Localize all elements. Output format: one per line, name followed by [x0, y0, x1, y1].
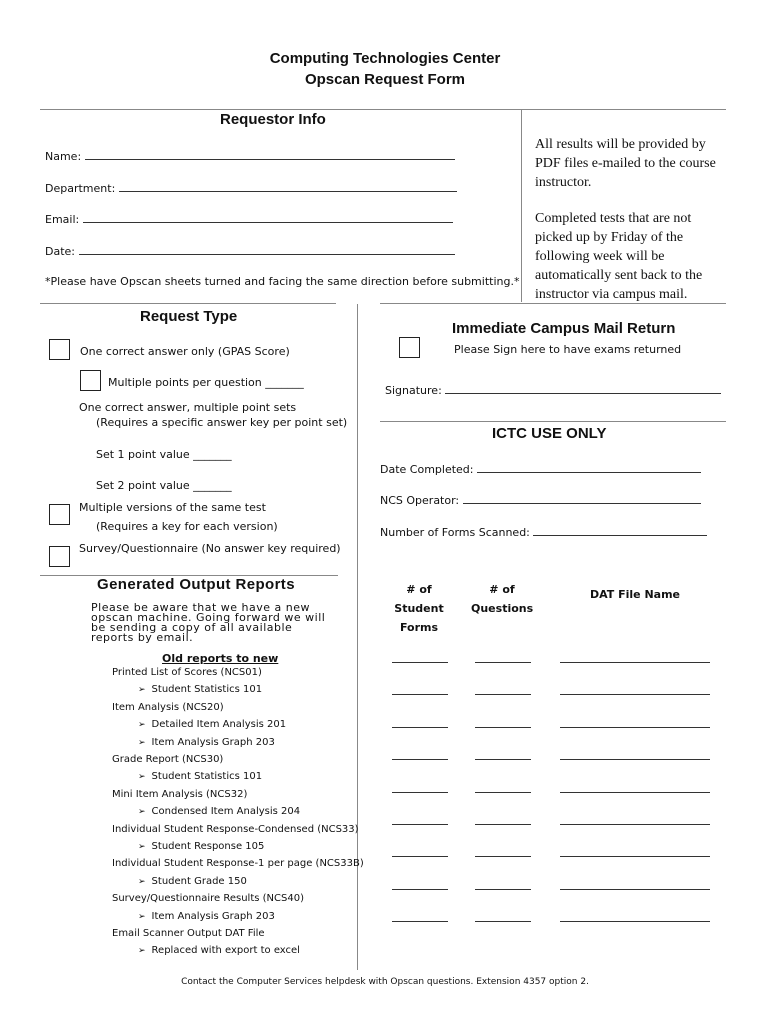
report-text: Individual Student Response-Condensed (NCS33)	[112, 823, 359, 835]
versions-note: (Requires a key for each version)	[96, 520, 278, 533]
arrow-bullet-icon: ➢	[138, 807, 146, 818]
requestor-heading: Requestor Info	[220, 111, 326, 128]
request-type-heading: Request Type	[140, 308, 238, 325]
multi-sets-note: (Requires a specific answer key per point set)	[96, 416, 348, 429]
department-line[interactable]	[119, 182, 457, 192]
date-completed-label: Date Completed:	[380, 463, 474, 476]
ncs-operator-line[interactable]	[463, 494, 701, 504]
arrow-bullet-icon: ➢	[138, 720, 146, 731]
col-dat-file-name: DAT File Name	[589, 588, 681, 601]
report-text: Individual Student Response-1 per page (NCS33B)	[112, 858, 364, 870]
row-dat-file-blank[interactable]	[560, 823, 710, 825]
report-item	[112, 858, 364, 869]
signature-field[interactable]	[385, 384, 721, 397]
report-text: Detailed Item Analysis 201	[151, 719, 287, 731]
row-questions-blank[interactable]	[475, 758, 531, 760]
row-questions-blank[interactable]	[475, 823, 531, 825]
report-text: Printed List of Scores (NCS01)	[112, 667, 262, 678]
row-dat-file-blank[interactable]	[560, 888, 710, 890]
report-text: Item Analysis Graph 203	[151, 910, 275, 922]
survey-label: Survey/Questionnaire (No answer key required)	[79, 542, 341, 555]
row-questions-blank[interactable]	[475, 661, 531, 663]
request-divider-left	[40, 303, 336, 304]
report-text: Item Analysis Graph 203	[151, 736, 275, 748]
versions-checkbox[interactable]	[49, 504, 70, 525]
report-subitem	[138, 911, 275, 922]
form-title-line2: Opscan Request Form	[304, 71, 466, 88]
report-subitem	[138, 737, 275, 748]
report-subitem	[138, 876, 247, 887]
row-student-forms-blank[interactable]	[392, 823, 448, 825]
report-subitem	[138, 806, 300, 817]
old-to-new-heading: Old reports to new	[162, 652, 279, 665]
row-student-forms-blank[interactable]	[392, 758, 448, 760]
row-questions-blank[interactable]	[475, 888, 531, 890]
header-divider	[40, 109, 726, 110]
row-questions-blank[interactable]	[475, 855, 531, 857]
output-notice: Please be aware that we have a new opscan machine. Going forward we will be sending a copy of all available reports by email.	[91, 601, 326, 644]
arrow-bullet-icon: ➢	[138, 946, 146, 957]
row-dat-file-blank[interactable]	[560, 758, 710, 760]
arrow-bullet-icon: ➢	[138, 876, 146, 887]
output-heading: Generated Output Reports	[97, 576, 295, 593]
sidebar-divider	[521, 110, 522, 302]
report-item	[112, 893, 304, 904]
row-student-forms-blank[interactable]	[392, 791, 448, 793]
set1-value: Set 1 point value _______	[96, 448, 232, 461]
row-questions-blank[interactable]	[475, 726, 531, 728]
col-student-forms: # of Student Forms	[394, 583, 444, 634]
report-item	[112, 667, 262, 678]
report-text: Replaced with export to excel	[151, 945, 300, 957]
email-line[interactable]	[83, 213, 453, 223]
report-subitem	[138, 945, 300, 956]
department-label: Department:	[45, 182, 116, 195]
forms-scanned-line[interactable]	[533, 526, 707, 536]
campus-mail-note: Please Sign here to have exams returned	[454, 343, 682, 356]
report-text: Student Grade 150	[151, 875, 247, 887]
report-text: Grade Report (NCS30)	[112, 754, 224, 765]
request-divider-right	[380, 303, 726, 304]
arrow-bullet-icon: ➢	[138, 842, 146, 852]
report-subitem	[138, 684, 262, 695]
results-note: All results will be provided by PDF files e-mailed to the course instructor.	[535, 137, 716, 190]
signature-label: Signature:	[385, 384, 442, 397]
row-questions-blank[interactable]	[475, 791, 531, 793]
arrow-bullet-icon: ➢	[138, 685, 146, 696]
row-questions-blank[interactable]	[475, 920, 531, 922]
report-text: Condensed Item Analysis 204	[151, 806, 301, 818]
row-student-forms-blank[interactable]	[392, 661, 448, 663]
report-item	[112, 789, 247, 800]
campus-mail-heading: Immediate Campus Mail Return	[452, 320, 676, 337]
report-item	[112, 824, 359, 835]
row-dat-file-blank[interactable]	[560, 661, 710, 663]
arrow-bullet-icon: ➢	[138, 772, 146, 783]
date-field[interactable]	[45, 245, 455, 258]
footer-contact: Contact the Computer Services helpdesk with Opscan questions. Extension 4357 option 2.	[181, 977, 589, 987]
set2-value: Set 2 point value _______	[96, 479, 232, 492]
report-item	[112, 928, 265, 939]
signature-line[interactable]	[445, 384, 721, 394]
date-line[interactable]	[79, 245, 455, 255]
report-text: Email Scanner Output DAT File	[112, 928, 265, 939]
name-field[interactable]	[45, 150, 455, 163]
row-student-forms-blank[interactable]	[392, 920, 448, 922]
row-student-forms-blank[interactable]	[392, 693, 448, 695]
report-text: Student Statistics 101	[151, 771, 263, 783]
center-divider	[357, 304, 358, 970]
report-text: Student Response 105	[151, 841, 265, 852]
report-text: Item Analysis (NCS20)	[112, 701, 224, 713]
email-label: Email:	[45, 213, 80, 226]
department-field[interactable]	[45, 182, 457, 195]
forms-scanned-field[interactable]	[380, 526, 707, 539]
name-line[interactable]	[85, 150, 455, 160]
campus-mail-checkbox[interactable]	[399, 337, 420, 358]
date-label: Date:	[45, 245, 75, 258]
date-completed-field[interactable]	[380, 463, 701, 476]
row-student-forms-blank[interactable]	[392, 855, 448, 857]
row-dat-file-blank[interactable]	[560, 855, 710, 857]
row-dat-file-blank[interactable]	[560, 920, 710, 922]
row-questions-blank[interactable]	[475, 693, 531, 695]
gpas-checkbox[interactable]	[49, 339, 70, 360]
row-dat-file-blank[interactable]	[560, 693, 710, 695]
name-label: Name:	[45, 150, 82, 163]
row-dat-file-blank[interactable]	[560, 726, 710, 728]
pickup-note: Completed tests that are not picked up by Friday of the following week will be automatically sent back to the instructor via campus mail.	[535, 211, 703, 302]
arrow-bullet-icon: ➢	[138, 737, 146, 748]
report-subitem	[138, 841, 264, 852]
ictc-heading: ICTC USE ONLY	[492, 425, 607, 442]
gpas-option-label: One correct answer only (GPAS Score)	[80, 345, 290, 358]
report-item	[112, 754, 223, 765]
arrow-bullet-icon: ➢	[138, 911, 146, 922]
date-completed-line[interactable]	[477, 463, 701, 473]
forms-scanned-label: Number of Forms Scanned:	[380, 526, 530, 539]
report-subitem	[138, 719, 286, 730]
multi-sets-label: One correct answer, multiple point sets	[79, 401, 297, 414]
multiple-points-checkbox[interactable]	[80, 370, 101, 391]
report-text: Survey/Questionnaire Results (NCS40)	[112, 893, 304, 905]
ncs-operator-label: NCS Operator:	[380, 494, 460, 507]
ncs-operator-field[interactable]	[380, 494, 701, 507]
report-subitem	[138, 771, 262, 782]
report-item	[112, 702, 224, 713]
row-dat-file-blank[interactable]	[560, 791, 710, 793]
submission-note: *Please have Opscan sheets turned and facing the same direction before submitting.*	[45, 275, 520, 288]
survey-checkbox[interactable]	[49, 546, 70, 567]
report-text: Mini Item Analysis (NCS32)	[112, 788, 248, 800]
multiple-points-label: Multiple points per question _______	[108, 376, 304, 389]
ictc-divider	[380, 421, 726, 422]
email-field[interactable]	[45, 213, 453, 226]
row-student-forms-blank[interactable]	[392, 888, 448, 890]
col-questions: # of Questions	[471, 583, 534, 615]
report-text: Student Statistics 101	[151, 684, 263, 696]
versions-label: Multiple versions of the same test	[79, 501, 266, 514]
form-title-line1: Computing Technologies Center	[269, 50, 501, 67]
row-student-forms-blank[interactable]	[392, 726, 448, 728]
